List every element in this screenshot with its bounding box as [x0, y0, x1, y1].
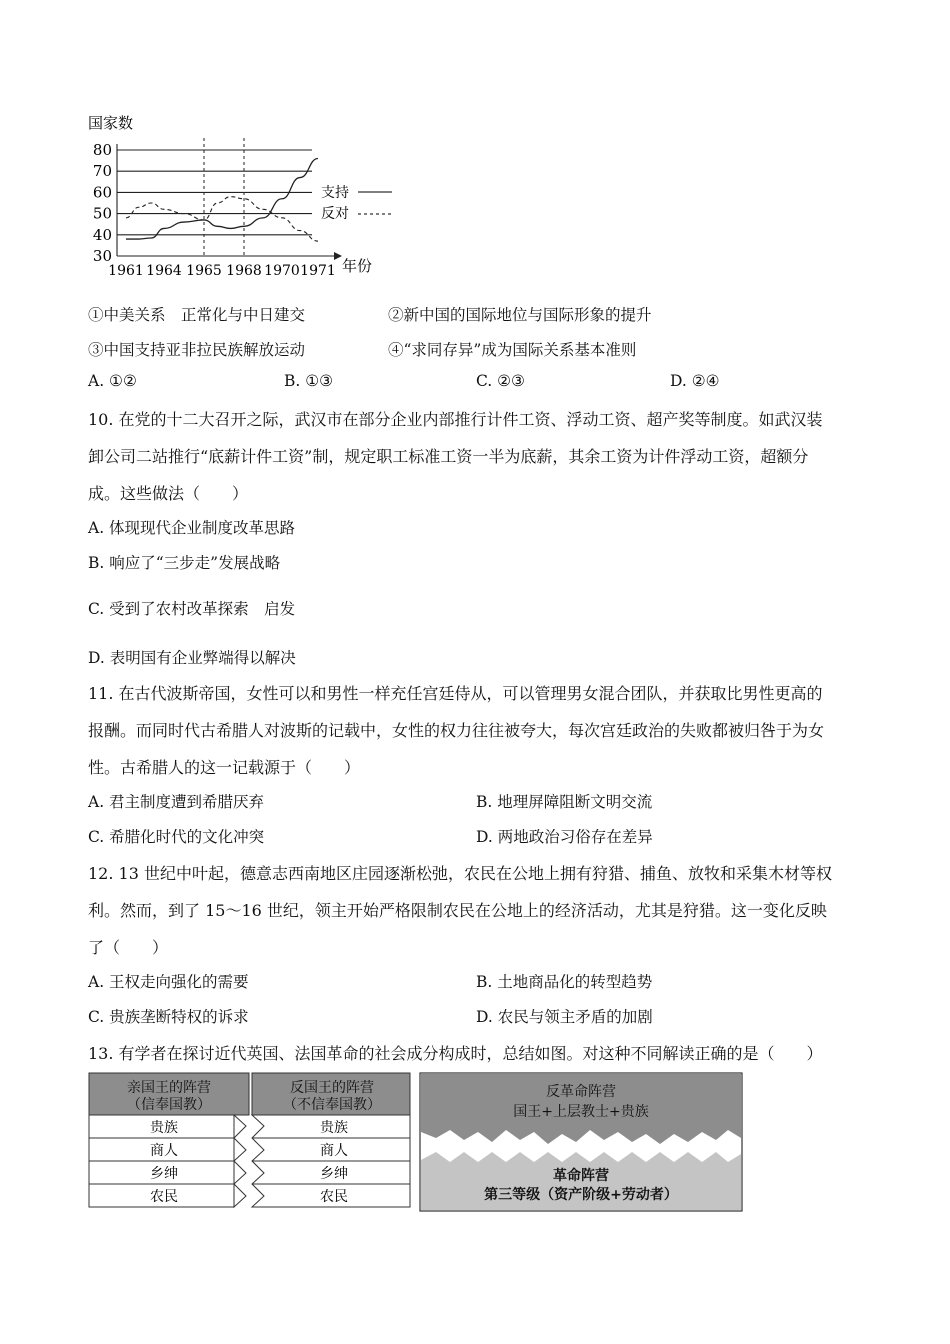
q9-item-3: ③中国支持亚非拉民族解放运动: [88, 341, 306, 359]
q11-option-c[interactable]: C. 希腊化时代的文化冲突: [88, 828, 265, 846]
y-tick-label-70: 70: [92, 162, 112, 181]
q11-option-a[interactable]: A. 君主制度遭到希腊厌弃: [88, 793, 265, 811]
q11-stem-line-1: 11. 在古代波斯帝国，女性可以和男性一样充任宫廷侍从，可以管理男女混合团队，并获取比男性更高的: [88, 684, 823, 703]
q9-item-1: ①中美关系 正常化与中日建交: [88, 306, 306, 324]
legend-oppose-label: 反对: [321, 206, 349, 222]
pro-king-row-4: 农民: [150, 1189, 178, 1205]
q12-stem-line-3: 了（ ）: [88, 938, 169, 957]
y-tick-label-80: 80: [92, 141, 112, 159]
q12-option-b[interactable]: B. 土地商品化的转型趋势: [476, 973, 653, 991]
y-axis-label: 国家数: [88, 114, 134, 132]
x-axis-label: 年份: [342, 257, 373, 275]
revolution-title: 革命阵营: [553, 1168, 609, 1184]
anti-king-row-2: 商人: [320, 1143, 348, 1159]
q10-option-b[interactable]: B. 响应了“三步走”发展战略: [88, 554, 281, 572]
y-tick-label-50: 50: [92, 204, 112, 223]
anti-king-subtitle: （不信奉国教）: [283, 1097, 381, 1113]
pro-king-subtitle: （信奉国教）: [127, 1097, 211, 1113]
q11-option-b[interactable]: B. 地理屏障阻断文明交流: [476, 793, 653, 811]
x-tick-label-1964: 1964: [146, 263, 182, 279]
q11-option-d[interactable]: D. 两地政治习俗存在差异: [476, 828, 653, 846]
anti-king-row-4: 农民: [320, 1189, 348, 1205]
q11-stem-line-2: 报酬。而同时代古希腊人对波斯的记载中，女性的权力往往被夸大，每次宫廷政治的失败都被归咎于为女: [88, 721, 825, 740]
x-axis-arrow: [334, 252, 342, 260]
revolution-camps-diagram: [88, 1072, 748, 1216]
country-count-chart: [84, 108, 404, 286]
q9-item-2: ②新中国的国际地位与国际形象的提升: [388, 306, 652, 324]
anti-king-camp: [252, 1073, 410, 1207]
y-tick-label-40: 40: [92, 225, 112, 244]
pro-king-row-1: 贵族: [150, 1120, 178, 1136]
q9-option-b[interactable]: B. ①③: [284, 372, 334, 390]
q11-stem-line-3: 性。古希腊人的这一记载源于（ ）: [88, 758, 361, 777]
q10-stem-line-1: 10. 在党的十二大召开之际，武汉市在部分企业内部推行计件工资、浮动工资、超产奖等制度。如武汉装: [88, 410, 823, 429]
q12-stem-line-1: 12. 13 世纪中叶起，德意志西南地区庄园逐渐松弛，农民在公地上拥有狩猎、捕鱼、放牧和采集木材等权: [88, 864, 832, 883]
q9-item-4: ④“求同存异”成为国际关系基本准则: [388, 341, 637, 359]
series-line-support: [126, 158, 318, 239]
french-revolution-camps: [420, 1073, 742, 1211]
q9-option-c[interactable]: C. ②③: [476, 372, 525, 390]
anti-king-title: 反国王的阵营: [290, 1080, 374, 1096]
revolution-members: 第三等级（资产阶级+劳动者）: [484, 1187, 678, 1203]
pro-king-row-3: 乡绅: [150, 1166, 178, 1182]
x-tick-label-1965: 1965: [186, 263, 222, 279]
legend-support-label: 支持: [321, 185, 349, 201]
q12-option-d[interactable]: D. 农民与领主矛盾的加剧: [476, 1008, 653, 1026]
q10-option-d[interactable]: D. 表明国有企业弊端得以解决: [88, 649, 296, 667]
q9-option-a[interactable]: A. ①②: [88, 372, 137, 390]
y-tick-label-30: 30: [92, 247, 112, 265]
q12-stem-line-2: 利。然而，到了 15～16 世纪，领主开始严格限制农民在公地上的经济活动，尤其是狩猎。这一变化反映: [88, 901, 827, 920]
x-tick-label-1968: 1968: [226, 263, 262, 279]
pro-king-row-2: 商人: [150, 1143, 178, 1159]
q13-stem: 13. 有学者在探讨近代英国、法国革命的社会成分构成时，总结如图。对这种不同解读正确的是（ ）: [88, 1044, 823, 1063]
x-tick-label-1970: 1970: [264, 263, 300, 279]
q9-option-d[interactable]: D. ②④: [670, 372, 720, 390]
q10-option-c[interactable]: C. 受到了农村改革探索 启发: [88, 600, 296, 618]
counter-revolution-members: 国王+上层教士+贵族: [513, 1104, 649, 1120]
x-tick-label-1971: 1971: [300, 263, 336, 279]
pro-king-title: 亲国王的阵营: [127, 1080, 211, 1096]
anti-king-row-3: 乡绅: [320, 1166, 348, 1182]
anti-king-row-1: 贵族: [320, 1120, 348, 1136]
x-tick-label-1961: 1961: [108, 263, 144, 279]
q12-option-c[interactable]: C. 贵族垄断特权的诉求: [88, 1008, 249, 1026]
q10-option-a[interactable]: A. 体现现代企业制度改革思路: [88, 519, 296, 537]
counter-revolution-title: 反革命阵营: [546, 1084, 616, 1100]
pro-king-camp: [89, 1073, 249, 1207]
q10-stem-line-3: 成。这些做法（ ）: [88, 484, 249, 503]
q10-stem-line-2: 卸公司二站推行“底薪计件工资”制，规定职工标准工资一半为底薪，其余工资为计件浮动工资，超额分: [88, 447, 809, 466]
q12-option-a[interactable]: A. 王权走向强化的需要: [88, 973, 249, 991]
y-tick-label-60: 60: [92, 183, 112, 202]
